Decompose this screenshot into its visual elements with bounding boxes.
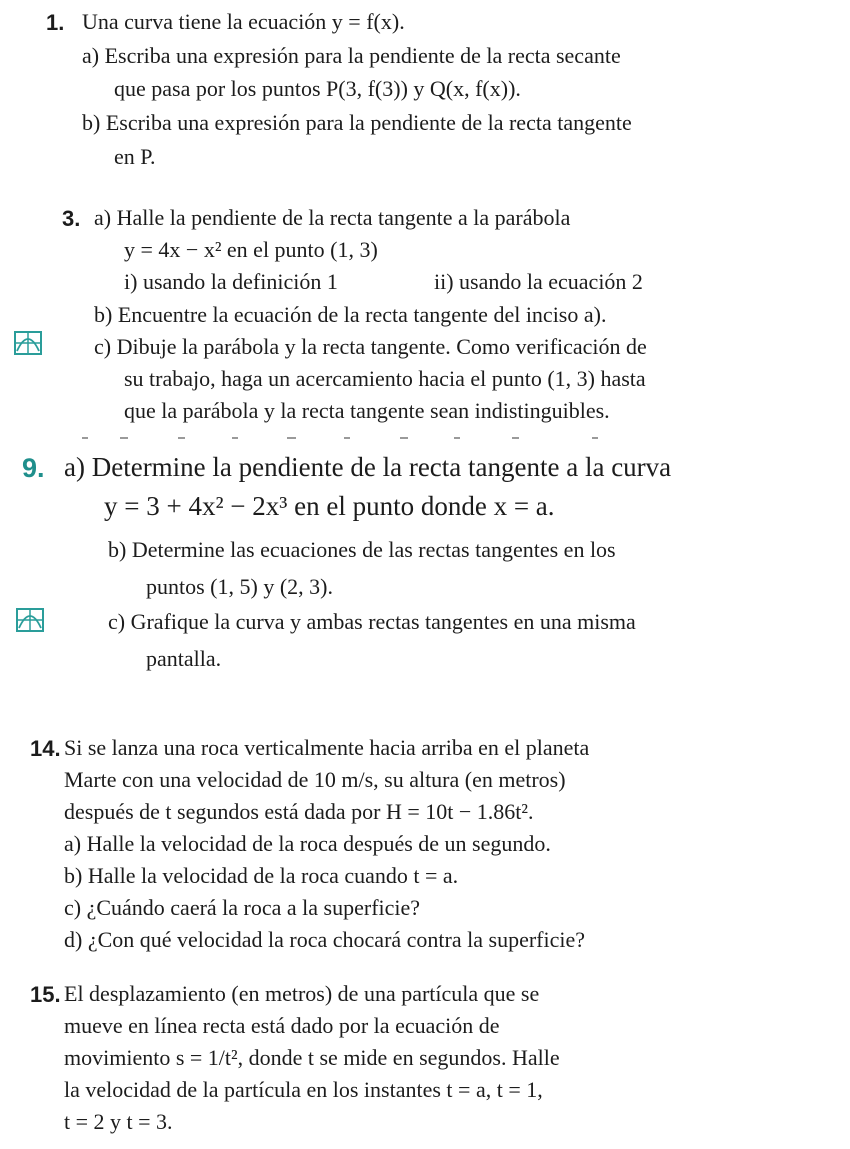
problem-number: 14. xyxy=(30,736,61,761)
problem-text: b) Escriba una expresión para la pendiente de la recta tangente xyxy=(82,110,632,135)
problem-text: en P. xyxy=(114,144,156,169)
problem-text: y = 4x − x² en el punto (1, 3) xyxy=(124,237,378,262)
problem-text: a) Determine la pendiente de la recta tangente a la curva xyxy=(64,452,672,482)
problem-text: que pasa por los puntos P(3, f(3)) y Q(x, f(x)). xyxy=(114,76,521,101)
problem-text: ii) usando la ecuación 2 xyxy=(434,269,643,294)
graphing-device-icon xyxy=(16,608,44,632)
problem-text: la velocidad de la partícula en los instantes t = a, t = 1, xyxy=(64,1077,543,1102)
problem-text: que la parábola y la recta tangente sean indistinguibles. xyxy=(124,398,610,423)
problem-text: después de t segundos está dada por H = 10t − 1.86t². xyxy=(64,799,534,824)
problem-text: puntos (1, 5) y (2, 3). xyxy=(146,574,333,599)
problem-text: t = 2 y t = 3. xyxy=(64,1109,173,1134)
problem-text: El desplazamiento (en metros) de una partícula que se xyxy=(64,981,540,1006)
problem-text: mueve en línea recta está dado por la ecuación de xyxy=(64,1013,500,1038)
problem-text: a) Halle la velocidad de la roca después de un segundo. xyxy=(64,831,551,856)
graphing-device-icon-svg xyxy=(16,608,44,632)
problem-text: d) ¿Con qué velocidad la roca chocará contra la superficie? xyxy=(64,927,586,952)
problem-text: movimiento s = 1/t², donde t se mide en segundos. Halle xyxy=(64,1045,560,1070)
problem-text: c) ¿Cuándo caerá la roca a la superficie? xyxy=(64,895,421,920)
problem-text: Si se lanza una roca verticalmente hacia arriba en el planeta xyxy=(64,735,590,760)
problem-text: y = 3 + 4x² − 2x³ en el punto donde x = a. xyxy=(104,491,555,521)
graphing-device-icon-svg xyxy=(14,331,42,355)
problem-text: b) Halle la velocidad de la roca cuando t = a. xyxy=(64,863,459,888)
problem-number: 9. xyxy=(22,453,45,483)
graphing-device-icon xyxy=(14,331,42,355)
problem-number: 3. xyxy=(62,206,81,231)
problem-text: b) Encuentre la ecuación de la recta tangente del inciso a). xyxy=(94,302,607,327)
problem-number: 15. xyxy=(30,982,61,1007)
problem-text: pantalla. xyxy=(146,646,222,671)
cut-off-text-remnant xyxy=(82,435,602,441)
problem-text: Una curva tiene la ecuación y = f(x). xyxy=(82,9,405,34)
problem-text: i) usando la definición 1 xyxy=(124,269,338,294)
problem-text: su trabajo, haga un acercamiento hacia el punto (1, 3) hasta xyxy=(124,366,646,391)
problem-text: a) Escriba una expresión para la pendiente de la recta secante xyxy=(82,43,621,68)
problem-text: a) Halle la pendiente de la recta tangente a la parábola xyxy=(94,205,571,230)
problem-number: 1. xyxy=(46,10,65,35)
problem-text: b) Determine las ecuaciones de las rectas tangentes en los xyxy=(108,537,616,562)
problem-text: c) Dibuje la parábola y la recta tangente. Como verificación de xyxy=(94,334,647,359)
problem-text: Marte con una velocidad de 10 m/s, su altura (en metros) xyxy=(64,767,566,792)
problem-text: c) Grafique la curva y ambas rectas tangentes en una misma xyxy=(108,609,636,634)
